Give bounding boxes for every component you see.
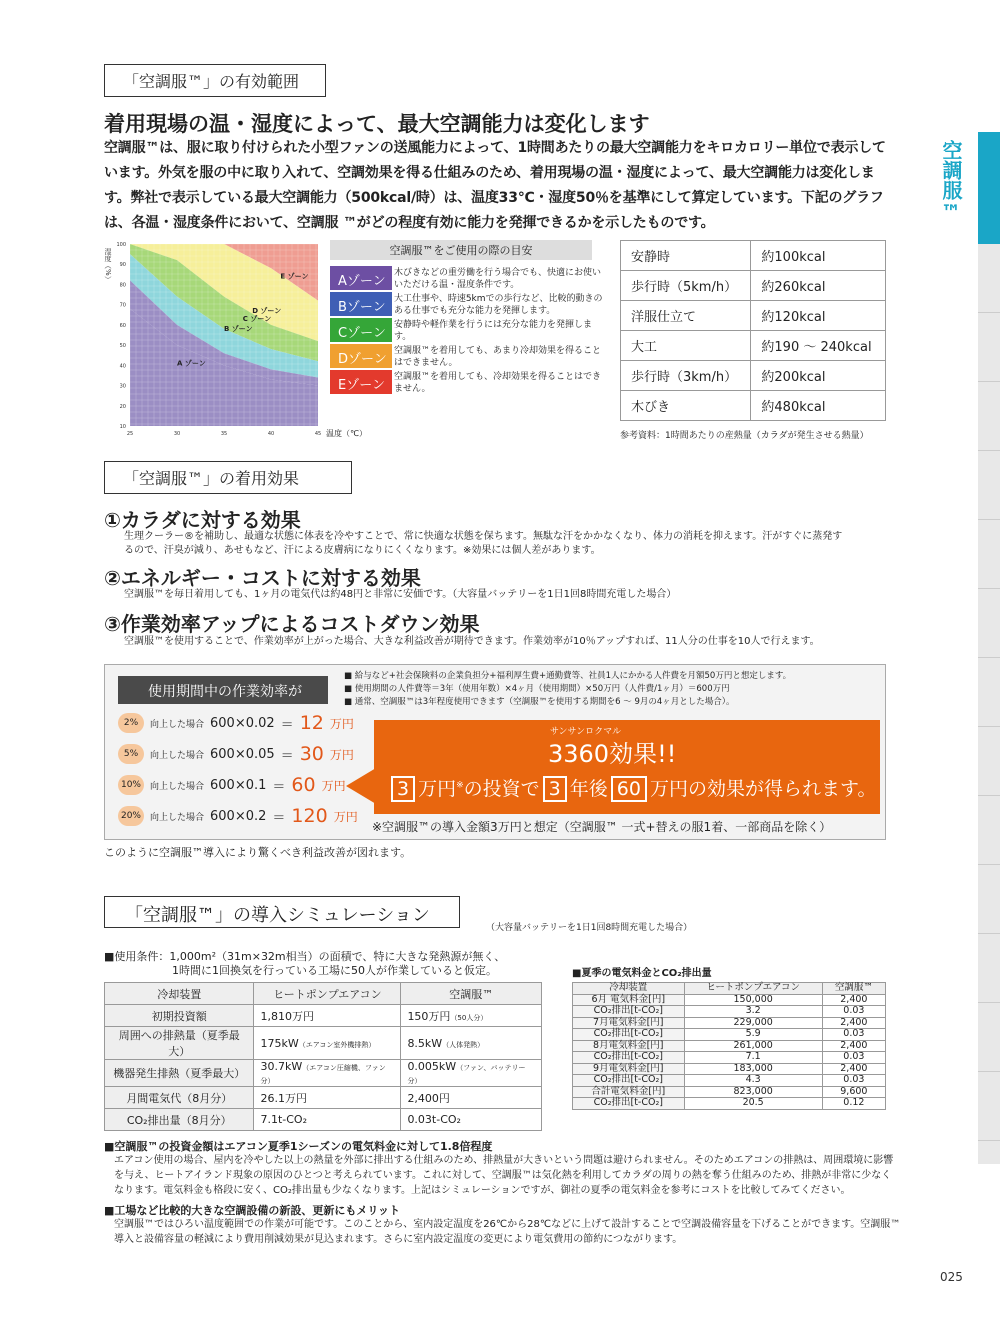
summer-cell: 9月電気料金[円] xyxy=(573,1063,685,1075)
sim-aircon-value: 7.1t-CO₂ xyxy=(260,1113,307,1126)
summer-cell: 2,400 xyxy=(822,994,885,1006)
sim-header-cell: ヒートポンプエアコン xyxy=(254,983,401,1005)
summer-cell: CO₂排出[t-CO₂] xyxy=(573,1006,685,1018)
rate-row xyxy=(118,774,346,796)
sim-header-cell: 冷却装置 xyxy=(105,983,254,1005)
summer-cell: CO₂排出[t-CO₂] xyxy=(573,1052,685,1064)
y-tick-label: 50 xyxy=(119,343,126,350)
summer-title: ■夏季の電気料金とCO₂排出量 xyxy=(572,968,712,979)
sim-suit-value: 8.5kW xyxy=(407,1036,443,1050)
summer-cell: 8月電気料金[円] xyxy=(573,1040,685,1052)
y-tick-label: 20 xyxy=(119,403,126,410)
guide-title: 空調服™をご使用の際の目安 xyxy=(330,240,592,260)
activity-row xyxy=(621,361,886,391)
zone-desc: 空調服™を着用しても、あまり冷却効果を得ることはできません。 xyxy=(394,346,602,368)
zone-desc: 木びきなどの重労働を行う場合でも、快適にお使いいただける温・湿度条件です。 xyxy=(394,268,602,290)
simulation-table xyxy=(104,982,542,1131)
activity-name: 洋服仕立て xyxy=(621,301,751,331)
years-text: 年後 xyxy=(569,778,608,800)
rate-calc: 600×0.1 xyxy=(210,777,267,793)
sim-suit-sub: （50人分） xyxy=(450,1013,488,1022)
summer-cell: 2,400 xyxy=(822,1063,885,1075)
effect-text: 万円の効果が得られます。 xyxy=(649,778,877,800)
summer-cell: CO₂排出[t-CO₂] xyxy=(573,1098,685,1110)
activity-note: 参考資料：1時間あたりの産熱量（カラダが発生させる熱量） xyxy=(620,431,869,441)
activity-row xyxy=(621,391,886,421)
sim-aircon xyxy=(254,1109,401,1131)
sim-suit xyxy=(401,1109,542,1131)
sim-row xyxy=(105,1005,542,1027)
sim-key: 機器発生排熱（夏季最大） xyxy=(105,1060,254,1087)
summer-cell: 0.12 xyxy=(822,1098,885,1110)
condition-line1: ■使用条件：1,000m²（31m×32m相当）の面積で、特に大きな発熱源が無く、 xyxy=(104,950,506,963)
rate-value: 60 xyxy=(291,774,316,796)
y-axis-label: 湿度（%） xyxy=(104,248,112,283)
effect1-title: ①カラダに対する効果 xyxy=(104,508,301,532)
sim-aircon-sub: （エアコン圧縮機、ファン分） xyxy=(260,1064,386,1085)
arrow-icon xyxy=(346,768,376,804)
x-tick-label: 45 xyxy=(314,431,322,437)
rate-value: 12 xyxy=(299,712,324,734)
effect1-text: 生理クーラー®を補助し、最適な状態に体表を冷やすことで、常に快適な状態を保ちます。無駄な汗をかかなくなり、体力の消耗を抑えます。汗がすぐに蒸発するので、汗臭が減り、あせもなど、汗による皮膚病になりにくくなります。※効果には個人差があります。 xyxy=(124,531,843,556)
investment-footnote: ※空調服™の導入金額3万円と想定（空調服™ 一式+替えの服1着、一部商品を除く） xyxy=(372,820,832,834)
summer-cell: 150,000 xyxy=(684,994,822,1006)
sim-suit-value: 2,400円 xyxy=(407,1091,450,1105)
y-tick-label: 100 xyxy=(116,242,126,248)
simulation-heading: 「空調服™」の導入シミュレーション xyxy=(104,896,460,928)
summer-cell: 0.03 xyxy=(822,1029,885,1041)
y-tick-label: 30 xyxy=(119,383,126,390)
activity-row xyxy=(621,331,886,361)
invest-star: ※ xyxy=(456,780,464,791)
result-box xyxy=(374,720,880,814)
page-number: 025 xyxy=(940,1270,963,1284)
sim-suit xyxy=(401,1027,542,1060)
rate-value: 120 xyxy=(291,805,328,827)
activity-row xyxy=(621,301,886,331)
sim-key: CO₂排出量（8月分） xyxy=(105,1109,254,1131)
rate-pct: 10% xyxy=(118,775,144,795)
activity-name: 歩行時（3km/h） xyxy=(621,361,751,391)
bottom-heading2: ■工場など比較的大きな空調設備の新設、更新にもメリット xyxy=(104,1204,400,1217)
summer-cell: 229,000 xyxy=(684,1017,822,1029)
efficiency-note: ■ 通常、空調服™は3年程度使用できます（空調服™を使用する期間を6 ～ 9月の4ヶ月とした場合）。 xyxy=(344,697,735,707)
rate-row xyxy=(118,712,354,734)
rate-pre: 向上した場合 xyxy=(150,750,205,761)
summer-cell: 9,600 xyxy=(822,1086,885,1098)
activity-value: 約260kcal xyxy=(751,271,886,301)
zone-desc: 安静時や軽作業を行うには充分な能力を発揮します。 xyxy=(394,320,593,342)
x-tick-label: 35 xyxy=(220,431,228,437)
zone-name: B ゾーン xyxy=(224,324,253,333)
result-big: 3360効果!! xyxy=(548,740,677,768)
side-tab-label: 空調服™ xyxy=(939,140,963,224)
result-line xyxy=(388,774,876,802)
y-tick-label: 70 xyxy=(119,302,126,309)
sim-aircon-value: 30.7kW xyxy=(260,1060,303,1073)
zone-desc: 大工仕事や、時速5kmでの歩行など、比較的動きのある仕事でも充分な能力を発揮します。 xyxy=(394,294,603,316)
summer-row xyxy=(573,1052,886,1064)
summer-row xyxy=(573,1029,886,1041)
summer-cell: 6月 電気料金[円] xyxy=(573,994,685,1006)
sim-header-cell: 空調服™ xyxy=(401,983,542,1005)
rate-pre: 向上した場合 xyxy=(150,812,205,823)
rate-eq: ＝ xyxy=(280,748,294,764)
sim-row xyxy=(105,1087,542,1109)
sim-suit xyxy=(401,1060,542,1087)
sim-row xyxy=(105,1060,542,1087)
rate-calc: 600×0.05 xyxy=(210,746,275,762)
activity-name: 歩行時（5km/h） xyxy=(621,271,751,301)
section-heading-range: 「空調服™」の有効範囲 xyxy=(104,64,326,97)
y-tick-label: 10 xyxy=(119,424,126,430)
zone-label: Eゾーン xyxy=(330,370,392,394)
sim-aircon xyxy=(254,1060,401,1087)
zone-name: D ゾーン xyxy=(252,306,282,315)
activity-name: 大工 xyxy=(621,331,751,361)
summer-cell: 合計電気料金[円] xyxy=(573,1086,685,1098)
rate-pre: 向上した場合 xyxy=(150,781,205,792)
rate-row xyxy=(118,805,358,827)
sim-key: 周囲への排熱量（夏季最大） xyxy=(105,1027,254,1060)
bottom-paragraph1: エアコン使用の場合、屋内を冷やした以上の熱量を外部に排出する仕組みのため、排熱量が大きいという問題は避けられません。そのためエアコンの排熱は、周囲環境に影響を与え、ヒートアイランド現象の原因のひとつと考えられています。これに対して、空調服™は気化熱を利用してカラダの周りの熱を奪う仕組みのため、排熱が非常に少なくなります。電気料金も格段に安く、CO₂排出量も少なくなります。上記はシミュレーションですが、御社の夏季の電気料金を参考にコストを比較してみてください。 xyxy=(114,1155,894,1196)
summer-cell: 0.03 xyxy=(822,1006,885,1018)
rate-unit: 万円 xyxy=(333,809,358,824)
activity-row xyxy=(621,241,886,271)
zone-label: Cゾーン xyxy=(330,318,392,342)
summer-row xyxy=(573,1040,886,1052)
y-tick-label: 90 xyxy=(119,262,126,269)
summer-cell: 5.9 xyxy=(684,1029,822,1041)
summer-cell: CO₂排出[t-CO₂] xyxy=(573,1075,685,1087)
summer-cell: 2,400 xyxy=(822,1017,885,1029)
simulation-sub: （大容量バッテリーを1日1回8時間充電した場合） xyxy=(486,923,693,933)
sim-aircon-sub: （エアコン室外機排熱） xyxy=(298,1040,376,1049)
side-tab-lines xyxy=(978,244,1000,1164)
activity-value: 約100kcal xyxy=(751,241,886,271)
condition-line2: 1時間に1回換気を行っている工場に50人が作業していると仮定。 xyxy=(172,964,497,977)
activity-value: 約120kcal xyxy=(751,301,886,331)
rate-unit: 万円 xyxy=(329,716,354,731)
summer-header-cell: 空調服™ xyxy=(822,983,885,995)
rate-eq: ＝ xyxy=(280,717,294,733)
invest-unit: 万円 xyxy=(418,778,457,800)
y-tick-label: 60 xyxy=(119,322,126,329)
summer-cell: 0.03 xyxy=(822,1075,885,1087)
summer-cell: 183,000 xyxy=(684,1063,822,1075)
sim-aircon-value: 1,810万円 xyxy=(260,1009,314,1023)
rate-pct: 20% xyxy=(118,806,144,826)
summer-cell: 2,400 xyxy=(822,1040,885,1052)
rate-row xyxy=(118,743,354,765)
summer-row xyxy=(573,1006,886,1018)
y-tick-label: 80 xyxy=(119,282,126,289)
effect3-text: 空調服™を使用することで、作業効率が上がった場合、大きな利益改善が期待できます。作業効率が10％アップすれば、11人分の仕事を10人で行えます。 xyxy=(124,636,820,647)
activity-table xyxy=(620,240,886,421)
sim-suit xyxy=(401,1005,542,1027)
x-tick-label: 40 xyxy=(267,431,275,437)
summer-cell: 3.2 xyxy=(684,1006,822,1018)
activity-value: 約480kcal xyxy=(751,391,886,421)
sim-suit-sub: （ファン、バッテリー分） xyxy=(407,1064,526,1085)
summer-row xyxy=(573,1017,886,1029)
activity-name: 安静時 xyxy=(621,241,751,271)
summer-cell: 4.3 xyxy=(684,1075,822,1087)
effect3-title: ③作業効率アップによるコストダウン効果 xyxy=(104,612,480,636)
zone-label: Bゾーン xyxy=(330,292,392,316)
x-axis-label: 温度（℃） xyxy=(326,429,367,438)
summer-cell: 7.1 xyxy=(684,1052,822,1064)
efficiency-note: ■ 使用期間の人件費等＝3年（使用年数）×4ヶ月（使用期間）×50万円（人件費/1ヶ月）＝600万円 xyxy=(344,684,730,694)
efficiency-note: ■ 給与など+社会保険料の企業負担分+福利厚生費+通勤費等、社員1人にかかる人件費を月額50万円と想定します。 xyxy=(344,671,792,681)
bottom-heading1: ■空調服™の投資金額はエアコン夏季1シーズンの電気料金に対して1.8倍程度 xyxy=(104,1140,493,1153)
sim-row xyxy=(105,1109,542,1131)
summer-row xyxy=(573,1086,886,1098)
rate-unit: 万円 xyxy=(329,747,354,762)
summer-row xyxy=(573,994,886,1006)
rate-pct: 5% xyxy=(118,744,144,764)
efficiency-label: 使用期間中の作業効率が xyxy=(118,676,328,704)
zone-name: C ゾーン xyxy=(242,314,272,323)
summer-cell: 823,000 xyxy=(684,1086,822,1098)
sim-suit-value: 0.005kW xyxy=(407,1060,457,1073)
sim-aircon xyxy=(254,1005,401,1027)
zone-name: A ゾーン xyxy=(177,359,206,368)
summer-cell: 261,000 xyxy=(684,1040,822,1052)
invest-amount: 3 xyxy=(391,776,415,802)
sim-key: 初期投資額 xyxy=(105,1005,254,1027)
sim-suit xyxy=(401,1087,542,1109)
activity-row xyxy=(621,271,886,301)
zone-chart-svg xyxy=(102,238,324,438)
summary-line: このように空調服™導入により驚くべき利益改善が図れます。 xyxy=(104,846,412,859)
rate-eq: ＝ xyxy=(272,779,286,795)
zone-label: Aゾーン xyxy=(330,266,392,290)
years-amount: 3 xyxy=(543,776,567,802)
summer-cell: 20.5 xyxy=(684,1098,822,1110)
invest-text: の投資で xyxy=(463,778,540,800)
sim-aircon-value: 26.1万円 xyxy=(260,1091,307,1105)
rate-calc: 600×0.02 xyxy=(210,715,275,731)
y-tick-label: 40 xyxy=(119,363,126,370)
sim-suit-value: 0.03t-CO₂ xyxy=(407,1113,461,1126)
summer-cell: CO₂排出[t-CO₂] xyxy=(573,1029,685,1041)
rate-pre: 向上した場合 xyxy=(150,719,205,730)
intro-paragraph: 空調服™は、服に取り付けられた小型ファンの送風能力によって、1時間あたりの最大空調能力をキロカロリー単位で表示しています。外気を服の中に取り入れて、空調効果を得る仕組みのため、着用現場の温・湿度によって、最大空調能力は変化します。弊社で表示している最大空調能力（500kcal/時）は、温度33℃・湿度50％を基準にして算定しています。下記のグラフは、各温・湿度条件において、空調服 ™がどの程度有効に能力を発揮できるかを示したものです。 xyxy=(104,140,886,231)
sim-row xyxy=(105,1027,542,1060)
x-tick-label: 30 xyxy=(173,431,181,437)
rate-value: 30 xyxy=(299,743,324,765)
summer-table xyxy=(572,982,886,1110)
effect2-title: ②エネルギー・コストに対する効果 xyxy=(104,566,421,590)
rate-calc: 600×0.2 xyxy=(210,808,267,824)
summer-header-cell: ヒートポンプエアコン xyxy=(684,983,822,995)
efficiency-notes xyxy=(344,670,884,709)
activity-value: 約200kcal xyxy=(751,361,886,391)
section-heading-effects: 「空調服™」の着用効果 xyxy=(104,461,352,494)
zone-chart xyxy=(102,238,324,438)
sim-aircon xyxy=(254,1087,401,1109)
result-ruby: サンサンロクマル xyxy=(550,727,622,737)
sim-key: 月間電気代（8月分） xyxy=(105,1087,254,1109)
summer-header-cell: 冷却装置 xyxy=(573,983,685,995)
activity-name: 木びき xyxy=(621,391,751,421)
zone-label: Dゾーン xyxy=(330,344,392,368)
x-tick-label: 25 xyxy=(126,431,134,437)
summer-row xyxy=(573,1063,886,1075)
rate-pct: 2% xyxy=(118,713,144,733)
activity-value: 約190 ～ 240kcal xyxy=(751,331,886,361)
summer-row xyxy=(573,1075,886,1087)
zone-desc: 空調服™を着用しても、冷却効果を得ることはできません。 xyxy=(394,372,602,394)
effect-amount: 60 xyxy=(611,776,647,802)
sim-aircon-value: 175kW xyxy=(260,1036,299,1050)
summer-row xyxy=(573,1098,886,1110)
section-title: 着用現場の温・湿度によって、最大空調能力は変化します xyxy=(104,112,650,136)
bottom-paragraph2: 空調服™ではひろい温度範囲での作業が可能です。このことから、室内設定温度を26℃から28℃などに上げて設計することで空調設備容量を下げることができます。空調服™導入と設備容量の軽減により費用削減効果が見込まれます。さらに室内設定温度の変更により電気費用の節約につながります。 xyxy=(114,1219,901,1245)
summer-cell: 7月電気料金[円] xyxy=(573,1017,685,1029)
summer-cell: 0.03 xyxy=(822,1052,885,1064)
effect2-text: 空調服™を毎日着用しても、1ヶ月の電気代は約48円と非常に安価です。（大容量バッテリーを1日1回8時間充電した場合） xyxy=(124,589,677,600)
sim-suit-value: 150万円 xyxy=(407,1009,451,1023)
sim-suit-sub: （人体発熱） xyxy=(442,1040,485,1049)
rate-unit: 万円 xyxy=(321,778,346,793)
rate-eq: ＝ xyxy=(272,810,286,826)
sim-aircon xyxy=(254,1027,401,1060)
zone-name: E ゾーン xyxy=(280,272,309,281)
